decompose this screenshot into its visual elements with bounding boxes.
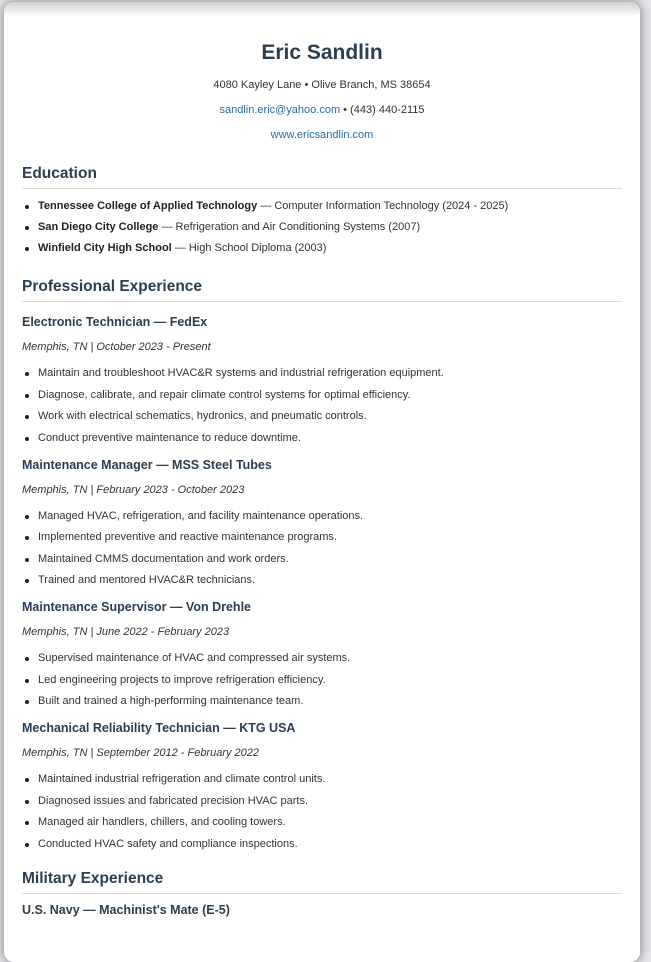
education-section [22, 164, 622, 255]
website-line [22, 129, 622, 142]
resume-page [4, 2, 640, 962]
job-bullets [22, 773, 622, 851]
experience-section [22, 277, 622, 851]
phone-number: (443) 440-2115 [350, 104, 425, 116]
military-heading: Military Experience [22, 869, 622, 894]
school-name: Tennessee College of Applied Technology [38, 200, 258, 212]
education-list [22, 200, 622, 255]
education-detail: — High School Diploma (2003) [171, 242, 327, 254]
job-bullet: Built and trained a high-performing maintenance team. [38, 695, 622, 708]
job-bullets [22, 510, 622, 588]
education-heading: Education [22, 164, 622, 189]
job-location-dates: Memphis, TN | October 2023 - Present [22, 341, 211, 353]
job-location-dates: Memphis, TN | September 2012 - February 2022 [22, 747, 260, 759]
job-bullet: Managed HVAC, refrigeration, and facility maintenance operations. [38, 510, 622, 523]
job-bullet: Diagnosed issues and fabricated precision HVAC parts. [38, 795, 622, 808]
job-bullet: Conduct preventive maintenance to reduce downtime. [38, 432, 622, 445]
education-item [38, 221, 622, 234]
school-name: San Diego City College [38, 221, 159, 233]
job-title: Electronic Technician — FedEx [22, 315, 208, 329]
window-top-edge [4, 2, 640, 16]
job-bullet: Maintained industrial refrigeration and climate control units. [38, 773, 622, 786]
school-name: Winfield City High School [38, 242, 172, 254]
website-link[interactable]: www.ericsandlin.com [270, 129, 374, 141]
job-bullet: Supervised maintenance of HVAC and compressed air systems. [38, 652, 622, 665]
education-item [38, 242, 622, 255]
job-bullet: Led engineering projects to improve refrigeration efficiency. [38, 674, 622, 687]
job-bullet: Managed air handlers, chillers, and cooling towers. [38, 816, 622, 829]
military-role-title: U.S. Navy — Machinist's Mate (E-5) [22, 902, 230, 917]
education-item [38, 200, 622, 213]
job-title: Maintenance Manager — MSS Steel Tubes [22, 457, 272, 472]
job-bullet: Diagnose, calibrate, and repair climate control systems for optimal efficiency. [38, 389, 622, 402]
job-bullet: Trained and mentored HVAC&R technicians. [38, 574, 622, 587]
email-phone-line [22, 104, 622, 117]
job-bullet: Maintained CMMS documentation and work orders. [38, 553, 622, 566]
experience-heading: Professional Experience [22, 277, 622, 302]
military-section [22, 869, 622, 918]
job-bullets [22, 367, 622, 445]
job-bullets [22, 652, 622, 708]
job-bullet: Implemented preventive and reactive maintenance programs. [38, 531, 622, 544]
job-title: Maintenance Supervisor — Von Drehle [22, 600, 251, 614]
education-detail: — Computer Information Technology (2024 - 2025) [257, 200, 509, 212]
resume-content [22, 22, 622, 918]
job-location-dates: Memphis, TN | February 2023 - October 2023 [22, 483, 245, 496]
contact-separator: • [340, 104, 351, 116]
job-title: Mechanical Reliability Technician — KTG USA [22, 721, 296, 735]
address-line: 4080 Kayley Lane • Olive Branch, MS 38654 [213, 79, 431, 91]
job-bullet: Conducted HVAC safety and compliance inspections. [38, 838, 622, 851]
job-location-dates: Memphis, TN | June 2022 - February 2023 [22, 626, 230, 638]
email-link[interactable]: sandlin.eric@yahoo.com [219, 104, 341, 116]
job-bullet: Maintain and troubleshoot HVAC&R systems and industrial refrigeration equipment. [38, 367, 622, 380]
candidate-name: Eric Sandlin [261, 41, 383, 64]
job-bullet: Work with electrical schematics, hydronics, and pneumatic controls. [38, 410, 622, 423]
education-detail: — Refrigeration and Air Conditioning Systems (2007) [158, 221, 421, 233]
